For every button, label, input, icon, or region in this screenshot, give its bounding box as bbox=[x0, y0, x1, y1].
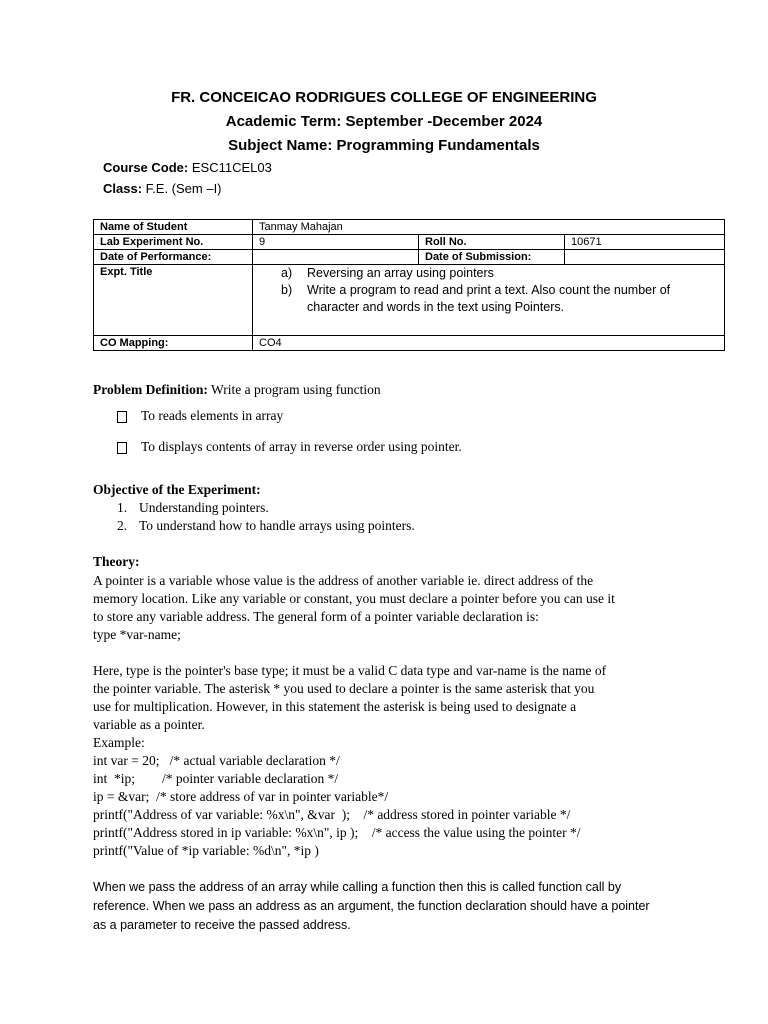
date-submission-label: Date of Submission: bbox=[419, 250, 565, 265]
roll-no-value: 10671 bbox=[565, 235, 725, 250]
expt-title-list bbox=[259, 265, 718, 316]
student-info-table bbox=[93, 219, 725, 351]
code-line: printf("Value of *ip variable: %d\n", *ip ) bbox=[93, 843, 319, 858]
missing-glyph-icon bbox=[117, 411, 127, 423]
code-line: int var = 20; /* actual variable declaration */ bbox=[93, 753, 340, 768]
course-code-line bbox=[103, 160, 272, 175]
code-line: printf("Address stored in ip variable: %x\n", ip ); /* access the value using the pointer */ bbox=[93, 825, 581, 840]
college-name: FR. CONCEICAO RODRIGUES COLLEGE OF ENGINEERING bbox=[171, 89, 597, 106]
class-value: F.E. (Sem –I) bbox=[145, 181, 222, 196]
name-label: Name of Student bbox=[94, 220, 253, 235]
date-performance-label: Date of Performance: bbox=[94, 250, 253, 265]
course-code-label: Course Code: bbox=[103, 160, 189, 175]
theory-paragraph-1: A pointer is a variable whose value is the address of another variable ie. direct address of the memory location. Like any variable or constant, you must declare a pointer before you can use it to store any variable address. The general form of a pointer variable declaration is: type *var-name; bbox=[93, 573, 615, 642]
lab-experiment-label: Lab Experiment No. bbox=[94, 235, 253, 250]
class-line bbox=[103, 181, 222, 196]
code-line: ip = &var; /* store address of var in pointer variable*/ bbox=[93, 789, 389, 804]
academic-term: Academic Term: September -December 2024 bbox=[225, 113, 543, 130]
roll-no-label: Roll No. bbox=[419, 235, 565, 250]
expt-title-item: a) Reversing an array using pointers bbox=[281, 266, 494, 280]
class-label: Class: bbox=[103, 181, 143, 196]
code-line: int *ip; /* pointer variable declaration */ bbox=[93, 771, 339, 786]
objective-item: 1. Understanding pointers. bbox=[117, 500, 269, 515]
objective-item: 2. To understand how to handle arrays using pointers. bbox=[117, 518, 415, 533]
problem-definition-text: Write a program using function bbox=[207, 382, 381, 397]
problem-definition bbox=[93, 382, 381, 398]
co-mapping-label: CO Mapping: bbox=[94, 336, 253, 351]
co-mapping-value: CO4 bbox=[253, 336, 725, 351]
subject-name: Subject Name: Programming Fundamentals bbox=[228, 137, 540, 154]
theory-paragraph-3: When we pass the address of an array while calling a function then this is called function call by reference. When we pass an address as an argument, the function declaration should have a pointer as a parameter to receive the passed address. bbox=[93, 880, 650, 932]
expt-title-label: Expt. Title bbox=[94, 265, 253, 336]
problem-definition-label: Problem Definition: bbox=[93, 382, 208, 397]
missing-glyph-icon bbox=[117, 442, 127, 454]
lab-experiment-value: 9 bbox=[253, 235, 419, 250]
code-line: printf("Address of var variable: %x\n", &var ); /* address stored in pointer variable */ bbox=[93, 807, 571, 822]
theory-title: Theory: bbox=[93, 554, 140, 569]
problem-bullet: To reads elements in array bbox=[117, 408, 283, 424]
expt-title-item: character and words in the text using Pointers. bbox=[307, 300, 565, 314]
course-code-value: ESC11CEL03 bbox=[191, 160, 272, 175]
date-submission-value bbox=[565, 250, 725, 265]
objective-title: Objective of the Experiment: bbox=[93, 482, 261, 497]
expt-title-item: b) Write a program to read and print a text. Also count the number of bbox=[281, 283, 671, 297]
name-value: Tanmay Mahajan bbox=[253, 220, 725, 235]
expt-title-cell bbox=[253, 265, 725, 336]
date-performance-value bbox=[253, 250, 419, 265]
problem-bullet: To displays contents of array in reverse order using pointer. bbox=[117, 439, 462, 455]
theory-paragraph-2: Here, type is the pointer's base type; it must be a valid C data type and var-name is the name of the pointer variable. The asterisk * you used to declare a pointer is the same asterisk that you use for multiplication. However, in this statement the asterisk is being used to designate a variable as a pointer. Example: int var = 20; /* actual variable declaration */ int *ip; /* pointer variable declaration */ ip = &var; /* store address of var in pointer variable*/ printf("Address of var variable: %x\n", &var ); /* address stored in pointer variable */ printf("Address stored in ip variable: %x\n", ip ); /* access the value using the pointer */ printf("Value of *ip variable: %d\n", *ip ) bbox=[93, 662, 693, 860]
